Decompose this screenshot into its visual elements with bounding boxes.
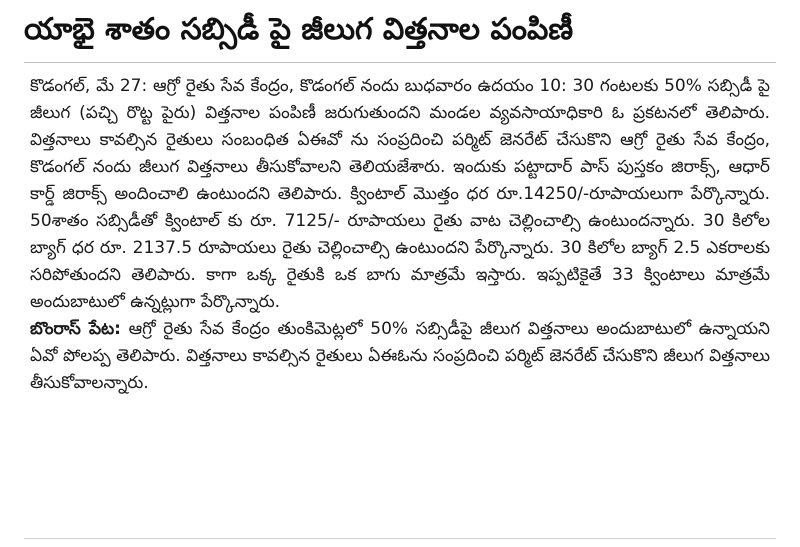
article-paragraph-1	[30, 73, 770, 316]
headline-divider	[24, 62, 776, 63]
bottom-divider	[24, 538, 776, 539]
article-headline: యాభై శాతం సబ్సిడీ పై జీలుగ విత్తనాల పంపిణీ	[24, 12, 574, 47]
article-paragraph-2	[30, 316, 770, 397]
article-body	[24, 73, 776, 397]
paragraph-lead: బొంరాస్ పేట:	[30, 319, 121, 339]
paragraph-text: కొడంగల్, మే 27: ఆగ్రో రైతు సేవ కేంద్రం, కొడంగల్ నందు బుధవారం ఉదయం 10: 30 గంటలకు 50% సబ్సిడీ పై జీలుగ (పచ్చి రొట్ట పైరు) విత్తనాల పంపిణీ జరుగుతుందని మండల వ్యవసాయాధికారి ఓ ప్రకటనలో తెలిపారు. విత్తనాలు కావల్సిన రైతులు సంబంధిత ఏఈవో ను సంప్రదించి పర్మిట్ జెనరేట్ చేసుకొని ఆగ్రో రైతు సేవ కేంద్రం, కొడంగల్ నందు జీలుగ విత్తనాలు తీసుకోవాలని తెలియజేశారు. ఇందుకు పట్టాదార్ పాస్ పుస్తకం జిరాక్స్, ఆధార్ కార్డ్ జిరాక్స్ అందించాలి ఉంటుందని తెలిపారు. క్వింటాల్ మొత్తం ధర రూ.14250/-రూపాయలుగా పేర్కొన్నారు. 50శాతం సబ్సిడీతో క్వింటాల్ కు రూ. 7125/- రూపాయలు రైతు వాట చెల్లించాల్సి ఉంటుందన్నారు. 30 కిలోల బ్యాగ్ ధర రూ. 2137.5 రూపాయలు రైతు చెల్లించాల్సి ఉంటుందని పేర్కొన్నారు. 30 కిలోల బ్యాగ్ 2.5 ఎకరాలకు సరిపోతుందని తెలిపారు. కాగా ఒక్క రైతుకి ఒక బాగు మాత్రమే ఇస్తారు. ఇప్పటికైతే 33 క్వింటాలు మాత్రమే అందుబాటులో ఉన్నట్లుగా పేర్కొన్నారు.	[30, 76, 770, 312]
paragraph-text: ఆగ్రో రైతు సేవ కేంద్రం తుంకిమెట్లలో 50% సబ్సిడీపై జీలుగ విత్తనాలు అందుబాటులో ఉన్నాయని ఏవో పోలప్ప తెలిపారు. విత్తనాలు కావల్సిన రైతులు ఏఈఓను సంప్రదించి పర్మిట్ జెనరేట్ చేసుకొని జీలుగ విత్తనాలు తీసుకోవాలన్నారు.	[30, 319, 770, 393]
